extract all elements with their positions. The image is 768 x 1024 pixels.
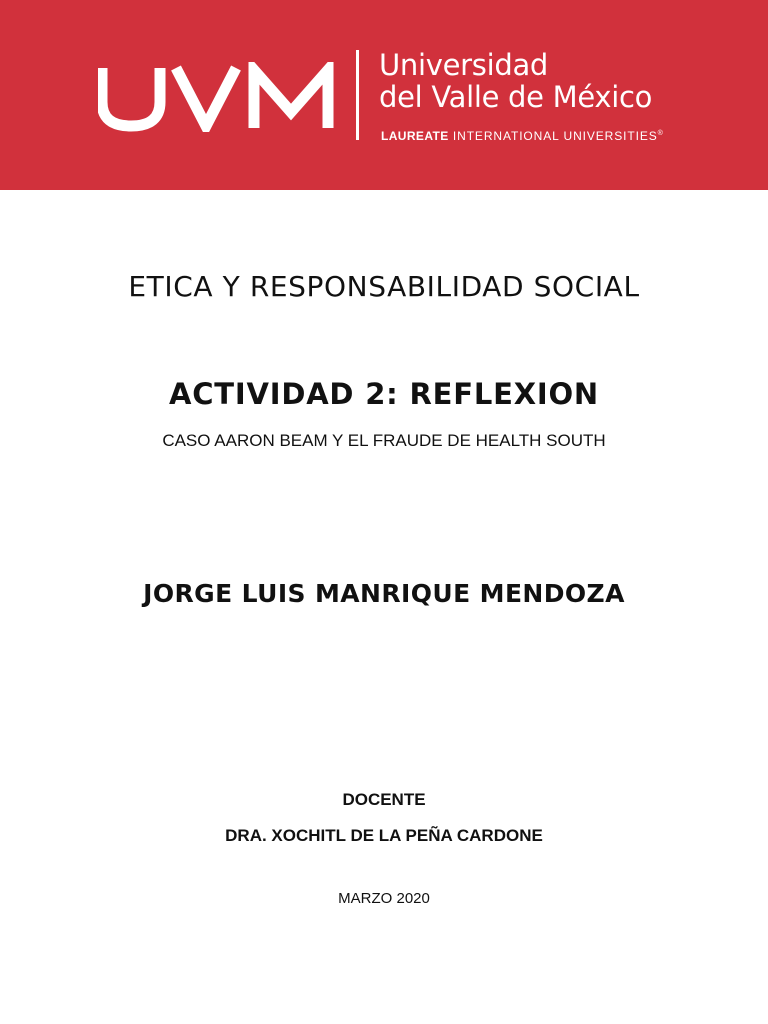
uvm-logo [98,62,334,132]
laureate-light: INTERNATIONAL UNIVERSITIES [448,129,658,143]
university-name-line2: del Valle de México [379,80,653,114]
submission-date: MARZO 2020 [338,890,430,907]
university-name-line1: Universidad [379,48,549,82]
activity-title: ACTIVIDAD 2: REFLEXION [168,377,599,411]
case-subtitle: CASO AARON BEAM Y EL FRAUDE DE HEALTH SOUTH [162,431,606,450]
author-name: JORGE LUIS MANRIQUE MENDOZA [143,579,625,608]
logo-divider [356,50,359,140]
laureate-strong: LAUREATE [381,129,449,143]
laureate-network-label [381,130,663,142]
docente-label: DOCENTE [342,790,426,809]
registered-mark: ® [657,130,664,137]
university-header-banner [0,0,768,190]
docente-name: DRA. XOCHITL DE LA PEÑA CARDONE [225,826,543,845]
course-title: ETICA Y RESPONSABILIDAD SOCIAL [128,270,640,303]
